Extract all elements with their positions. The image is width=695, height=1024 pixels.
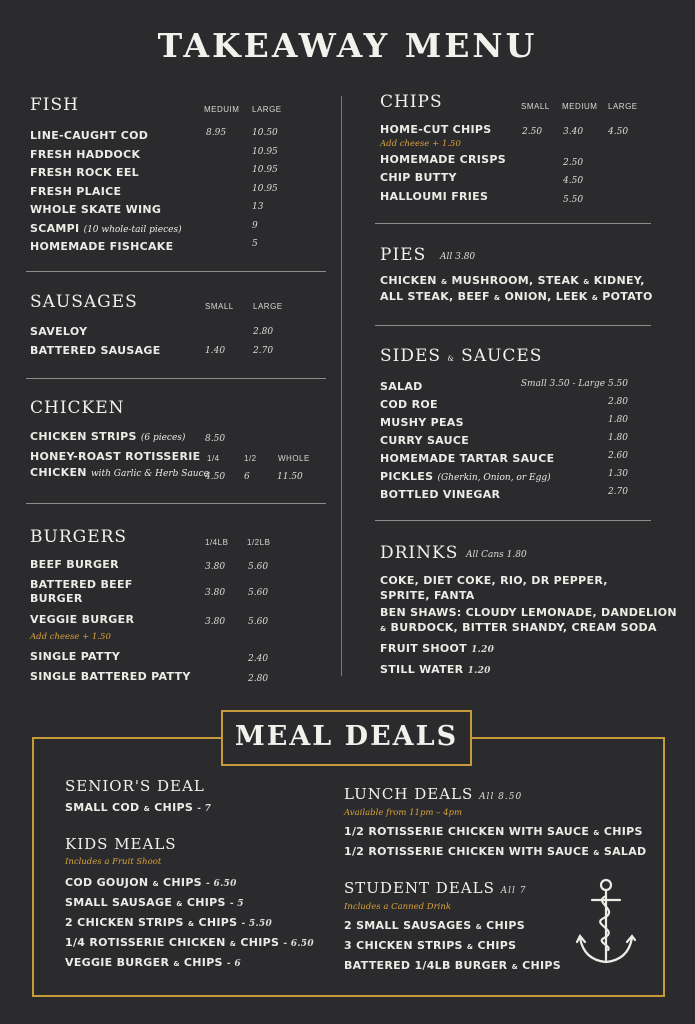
menu-item: LINE-CAUGHT COD 8.95 10.50	[30, 128, 278, 142]
menu-item: VEGGIE BURGER & CHIPS - 6	[65, 956, 241, 969]
menu-item: FRESH PLAICE 10.95	[30, 183, 278, 198]
anchor-icon	[574, 876, 636, 970]
menu-item: FRUIT SHOOT 1.20	[380, 642, 495, 655]
menu-item: WHOLE SKATE WING 13	[30, 202, 264, 216]
fish-col-large: LARGE	[252, 105, 282, 114]
menu-item: BOTTLED VINEGAR 2.70	[380, 487, 628, 501]
student-heading: STUDENT DEALS All 7	[344, 879, 527, 897]
divider-chicken	[26, 503, 326, 504]
pies-line-1: CHICKEN & MUSHROOM, STEAK & KIDNEY,	[380, 274, 645, 287]
meal-deals-title: MEAL DEALS	[221, 710, 472, 766]
chips-col-small: SMALL	[521, 102, 550, 111]
chicken-price-whole: 11.50	[277, 472, 303, 482]
sausages-heading: SAUSAGES	[30, 292, 138, 312]
menu-item: STILL WATER 1.20	[380, 663, 491, 676]
menu-item: SAVELOY 2.80	[30, 325, 274, 338]
menu-item: SALAD Small 3.50 - Large 5.50	[380, 379, 628, 393]
sides-list	[380, 377, 628, 503]
menu-item: 1/4 ROTISSERIE CHICKEN & CHIPS - 6.50	[65, 936, 314, 949]
chicken-price-half: 6	[244, 472, 250, 482]
page-title: TAKEAWAY MENU	[157, 26, 538, 65]
student-list	[344, 919, 561, 979]
menu-item: BURGER	[30, 592, 83, 605]
lunch-heading: LUNCH DEALS All 8.50	[344, 785, 523, 803]
chips-cheese-note: Add cheese + 1.50	[380, 139, 461, 149]
sausage-list	[30, 322, 330, 360]
chicken-strips-price: 8.50	[205, 434, 226, 444]
divider-sausages	[26, 378, 326, 379]
menu-item: 2 SMALL SAUSAGES & CHIPS	[344, 919, 525, 932]
chicken-col-whole: WHOLE	[278, 454, 310, 463]
sausages-col-large: LARGE	[253, 302, 283, 311]
menu-item: COD GOUJON & CHIPS - 6.50	[65, 876, 237, 889]
menu-item: BATTERED 1/4LB BURGER & CHIPS	[344, 959, 561, 972]
menu-item: PICKLES (Gherkin, Onion, or Egg) 1.30	[380, 469, 628, 483]
menu-item: HALLOUMI FRIES	[380, 190, 489, 203]
menu-item: SINGLE BATTERED PATTY	[30, 670, 191, 683]
kids-sub: Includes a Fruit Shoot	[65, 857, 162, 867]
student-sub: Includes a Canned Drink	[344, 902, 452, 912]
menu-item: HOMEMADE CRISPS	[380, 153, 506, 166]
menu-item: HONEY-ROAST ROTISSERIE	[30, 450, 201, 463]
menu-item: 2 CHICKEN STRIPS & CHIPS - 5.50	[65, 916, 273, 929]
menu-item: FRESH ROCK EEL 10.95	[30, 165, 278, 179]
drinks-line-3: BEN SHAWS: CLOUDY LEMONADE, DANDELION	[380, 606, 677, 619]
menu-item: MUSHY PEAS 1.80	[380, 415, 628, 429]
burgers-col-half: 1/2LB	[247, 538, 271, 547]
burger-cheese-note: Add cheese + 1.50	[30, 632, 111, 642]
drinks-line-2: SPRITE, FANTA	[380, 589, 475, 602]
chips-heading: CHIPS	[380, 92, 443, 112]
pies-heading: PIES	[380, 245, 427, 265]
menu-item: BATTERED BEEF	[30, 578, 133, 591]
sides-heading: SIDES & SAUCES	[380, 346, 543, 366]
menu-item: CHIP BUTTY	[380, 171, 457, 184]
menu-item: CHICKEN STRIPS (6 pieces)	[30, 430, 186, 443]
menu-item: 1/2 ROTISSERIE CHICKEN WITH SAUCE & CHIPS	[344, 825, 643, 838]
drinks-price: All Cans 1.80	[466, 550, 527, 560]
lunch-sub: Available from 11pm – 4pm	[344, 808, 463, 818]
lunch-list	[344, 825, 646, 865]
menu-item: 1/2 ROTISSERIE CHICKEN WITH SAUCE & SALAD	[344, 845, 647, 858]
menu-item: 3 CHICKEN STRIPS & CHIPS	[344, 939, 517, 952]
drinks-heading: DRINKS	[380, 543, 459, 563]
menu-item: VEGGIE BURGER	[30, 613, 135, 626]
burgers-col-quarter: 1/4LB	[205, 538, 229, 547]
fish-heading: FISH	[30, 95, 79, 115]
menu-item: SMALL COD & CHIPS - 7	[65, 801, 212, 814]
burgers-heading: BURGERS	[30, 527, 128, 547]
chips-col-medium: MEDIUM	[562, 102, 598, 111]
menu-item: HOMEMADE TARTAR SAUCE 2.60	[380, 451, 628, 465]
menu-item: SMALL SAUSAGE & CHIPS - 5	[65, 896, 244, 909]
menu-item: BATTERED SAUSAGE 1.40 2.70	[30, 344, 274, 357]
chicken-heading: CHICKEN	[30, 398, 125, 418]
fish-col-medium: MEDUIM	[204, 105, 240, 114]
menu-item: SCAMPI (10 whole-tail pieces) 9	[30, 220, 258, 235]
menu-item: COD ROE 2.80	[380, 397, 628, 411]
chicken-col-half: 1/2	[244, 454, 257, 463]
divider-fish	[26, 271, 326, 272]
senior-heading: SENIOR'S DEAL	[65, 777, 205, 795]
menu-item: CHICKEN with Garlic & Herb Sauce	[30, 466, 209, 479]
sausages-col-small: SMALL	[205, 302, 234, 311]
chips-col-large: LARGE	[608, 102, 638, 111]
menu-item: FRESH HADDOCK 10.95	[30, 146, 278, 161]
kids-list	[65, 876, 314, 976]
divider-pies	[375, 325, 651, 326]
pies-price: All 3.80	[440, 252, 476, 262]
pies-line-2: ALL STEAK, BEEF & ONION, LEEK & POTATO	[380, 290, 653, 303]
menu-item: SINGLE PATTY	[30, 650, 121, 663]
fish-list	[30, 126, 330, 256]
kids-heading: KIDS MEALS	[65, 835, 177, 853]
divider-sides	[375, 520, 651, 521]
chicken-price-quarter: 4.50	[205, 472, 226, 482]
drinks-line-4: & BURDOCK, BITTER SHANDY, CREAM SODA	[380, 621, 657, 634]
drinks-line-1: COKE, DIET COKE, RIO, DR PEPPER,	[380, 574, 608, 587]
divider-chips	[375, 223, 651, 224]
menu-item: HOME-CUT CHIPS	[380, 123, 492, 136]
column-divider	[341, 96, 342, 676]
chicken-col-quarter: 1/4	[207, 454, 220, 463]
menu-item: HOMEMADE FISHCAKE 5	[30, 239, 258, 253]
menu-item: CURRY SAUCE 1.80	[380, 433, 628, 447]
menu-item: BEEF BURGER	[30, 558, 119, 571]
